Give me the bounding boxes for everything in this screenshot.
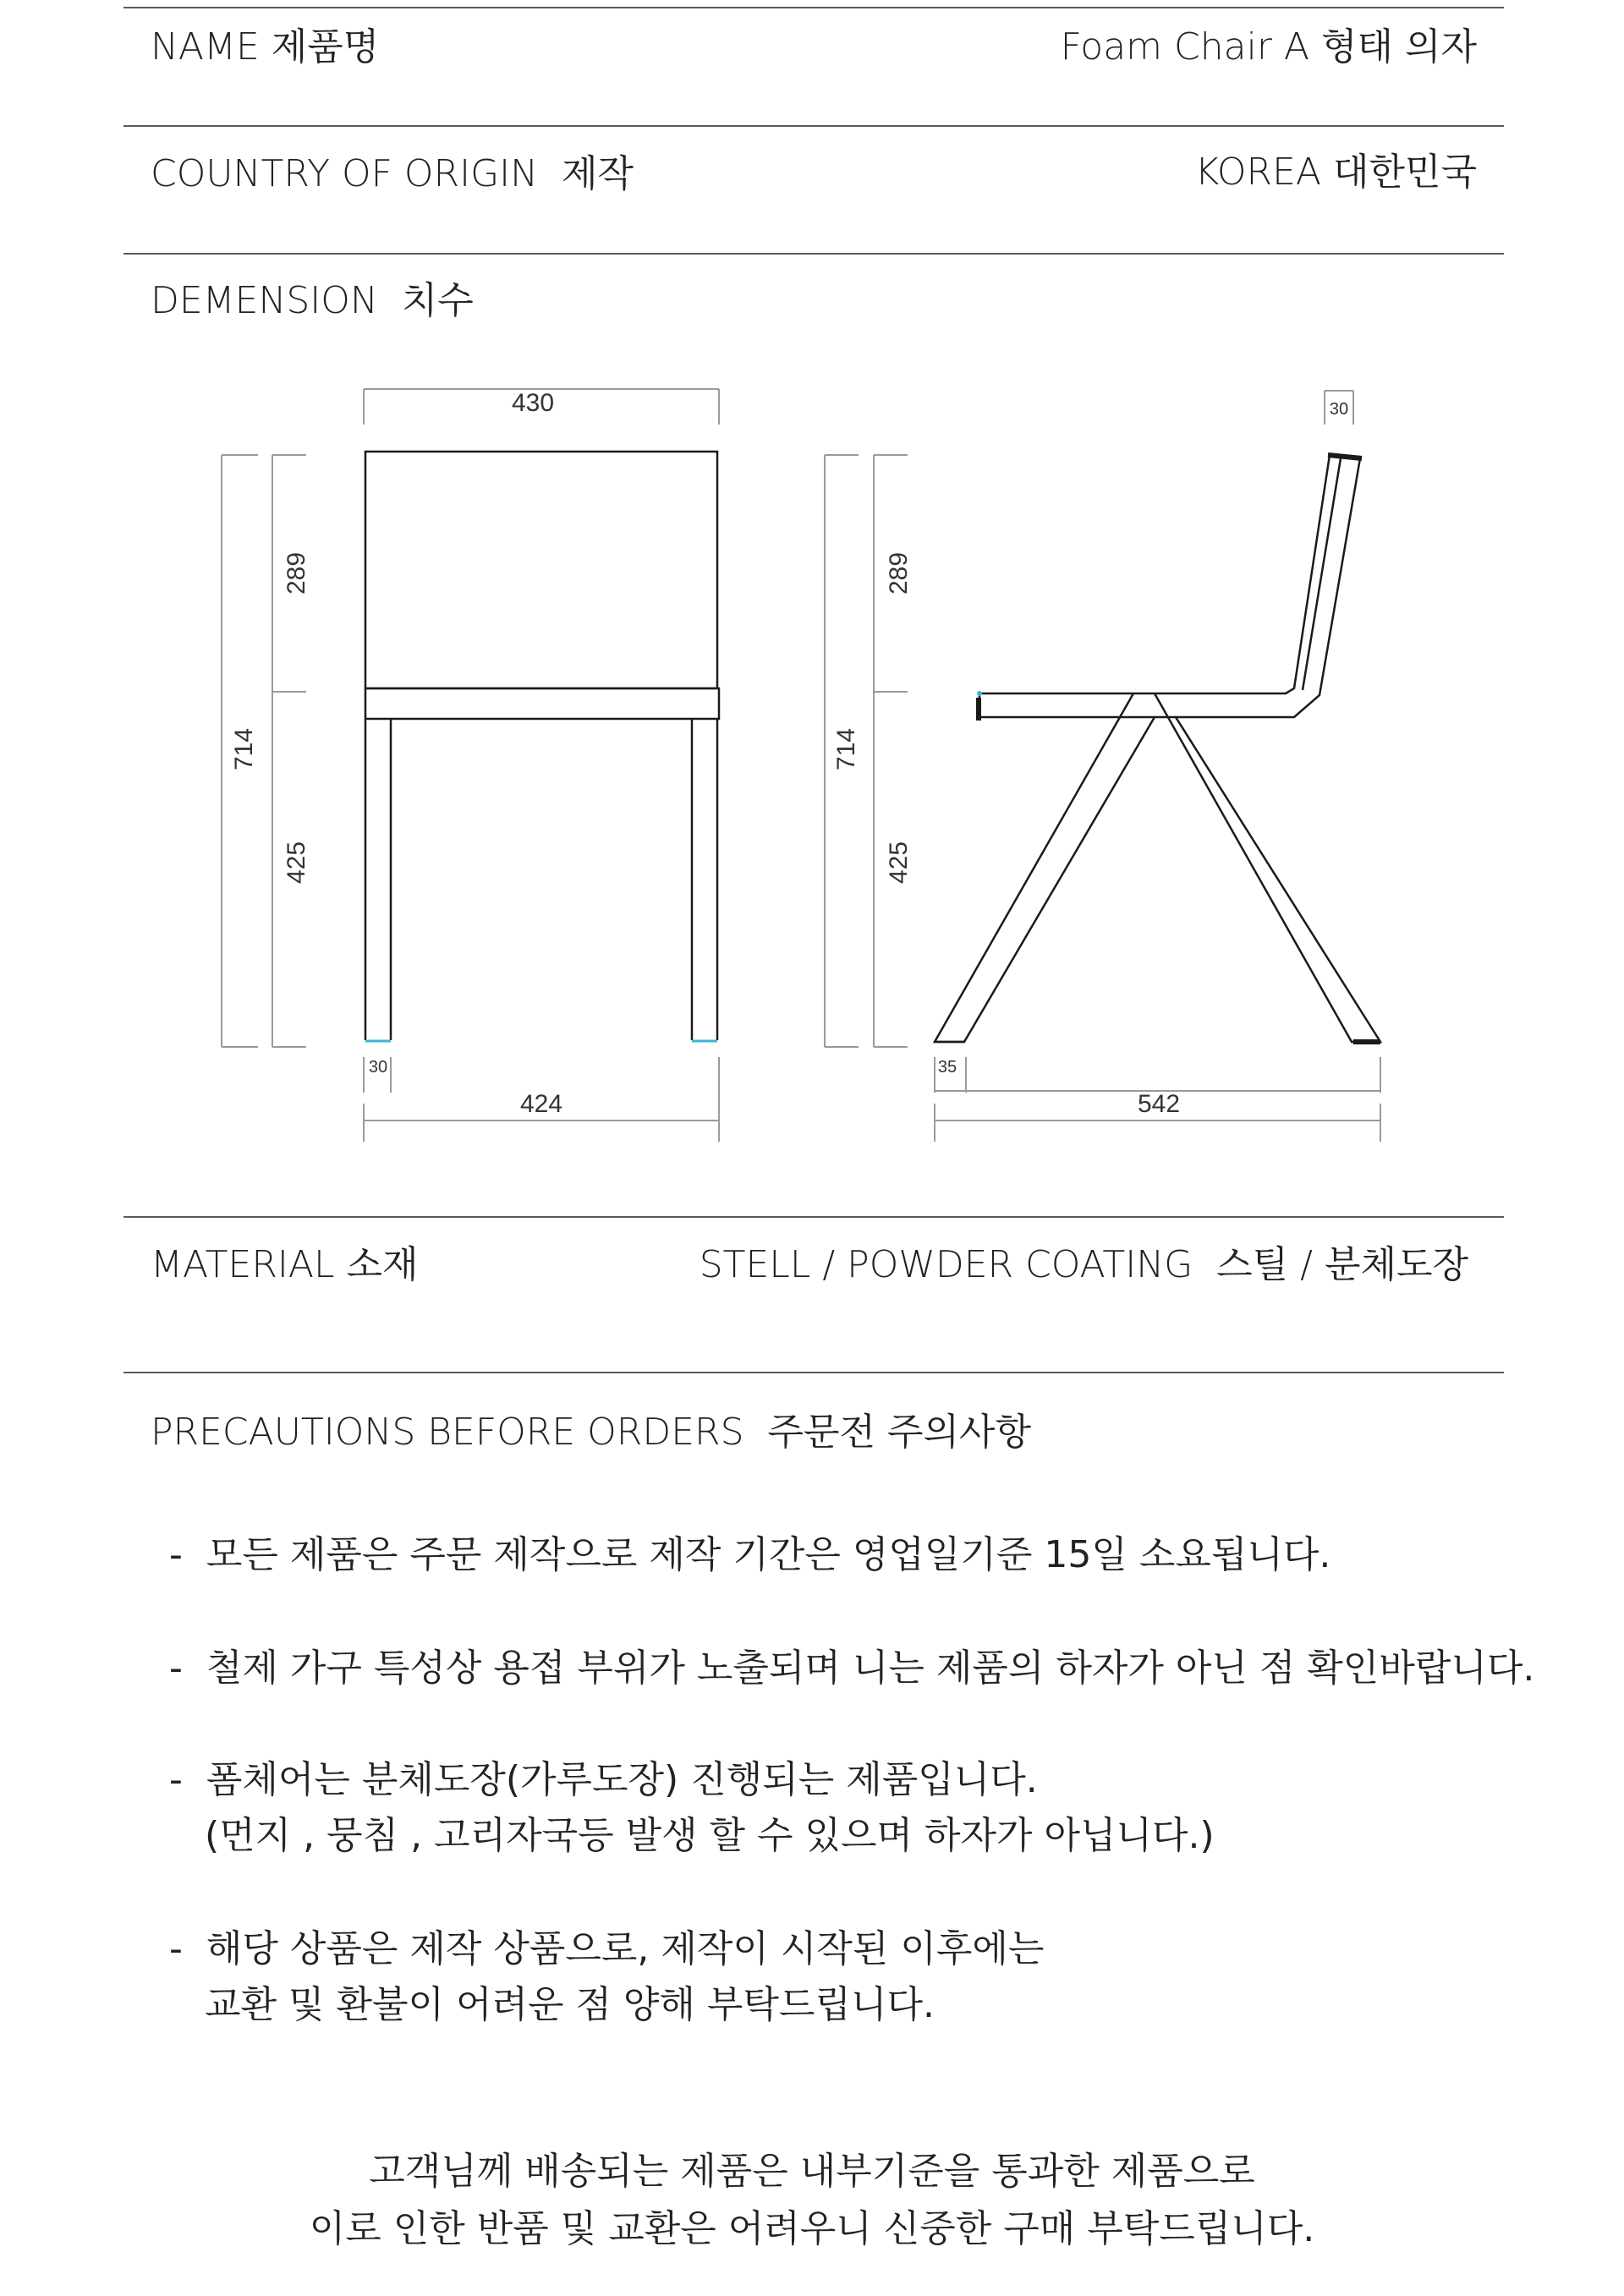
origin-value: KOREA 대한민국 [1194,151,1477,194]
side-seat-height-label: 425 [885,841,913,885]
origin-label: COUNTRY OF ORIGIN 제작 [151,152,634,195]
precaution-item-4-detail: 교환 및 환불이 어려운 점 양해 부탁드립니다. [169,1983,935,2026]
precaution-item-3: - 폼체어는 분체도장(가루도장) 진행되는 제품입니다. [169,1758,1038,1801]
divider-after-name [123,125,1504,127]
precaution-item-1: - 모든 제품은 주문 제작으로 제작 기간은 영업일기준 15일 소요됩니다. [169,1533,1331,1576]
chair-dimension-drawing [0,355,1624,1201]
front-width-bottom-label: 424 [519,1090,563,1118]
front-seat-height-label: 425 [283,841,310,885]
name-label: NAME 제품명 [151,25,380,68]
material-value: STELL / POWDER COATING 스틸 / 분체도장 [699,1243,1468,1286]
divider-top [123,7,1504,8]
front-back-height-label: 289 [283,551,310,595]
divider-after-origin [123,253,1504,255]
name-value: Foam Chair A 형태 의자 [1060,25,1477,68]
front-width-top-label: 430 [511,389,555,417]
precaution-item-2: - 철제 가구 특성상 용접 부위가 노출되며 니는 제품의 하자가 아닌 점 확인바랍니다. [169,1647,1535,1690]
closing-line-2: 이로 인한 반품 및 교환은 어려우니 신중한 구매 부탁드립니다. [309,2207,1315,2250]
side-depth-label: 542 [1137,1090,1181,1118]
front-leg-label: 30 [368,1058,388,1077]
divider-after-drawing [123,1216,1504,1218]
side-back-height-label: 289 [885,551,913,595]
precautions-title: PRECAUTIONS BEFORE ORDERS 주문전 주의사항 [151,1411,1032,1454]
closing-line-1: 고객님께 배송되는 제품은 내부기준을 통과한 제품으로 [369,2150,1255,2193]
dimension-label: DEMENSION 치수 [151,279,474,322]
side-leg-label: 35 [937,1058,957,1077]
precaution-item-3-detail: (먼지 , 뭉침 , 고리자국등 발생 할 수 있으며 하자가 아닙니다.) [169,1814,1215,1857]
side-top-tube-label: 30 [1329,400,1349,419]
front-height-total-label: 714 [230,727,258,771]
divider-after-material [123,1372,1504,1373]
precaution-item-4: - 해당 상품은 제작 상품으로, 제작이 시작된 이후에는 [169,1927,1045,1970]
side-view-chair [935,455,1380,1042]
material-label: MATERIAL 소재 [151,1243,419,1286]
front-view-chair [365,452,719,1040]
side-height-total-label: 714 [832,727,860,771]
